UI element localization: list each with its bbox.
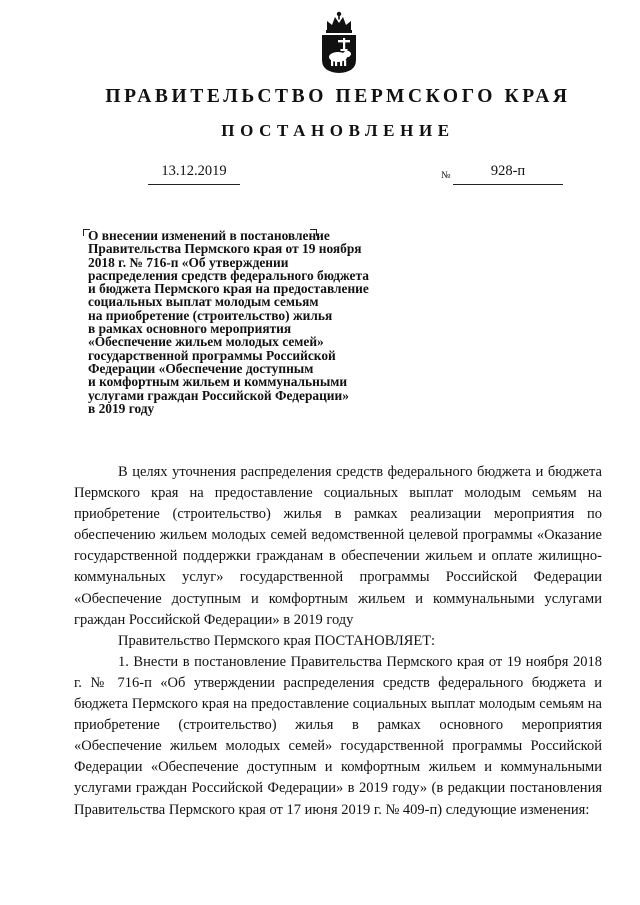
perm-krai-coat-of-arms-icon (319, 10, 359, 74)
subject-line: государственной программы Российской (88, 347, 336, 363)
resolution-paragraph: Правительство Пермского края ПОСТАНОВЛЯЕТ: (118, 632, 436, 649)
subject-line: распределения средств федерального бюджета (88, 267, 369, 283)
subject-line: в рамках основного мероприятия (88, 321, 292, 337)
document-subject (88, 229, 428, 415)
subject-line: и комфортным жильем и коммунальными (88, 374, 348, 390)
document-number: 928-п (453, 163, 563, 185)
preamble-paragraph: В целях уточнения распределения средств федерального бюджета и бюджета Пермского края на предоставление социальных выплат молодым семьям на приобретение (строительство) жилья в рамках реализации мероприятия по обеспечению жильем молодых семей ведомственной целевой программы «Оказание государственной поддержки гражданам в обеспечении жильем и оплате жилищно-коммунальных услуг» государственной программы Российской Федерации «Обеспечение доступным и комфортным жильем и коммунальными услугами граждан Российской Федерации» в 2019 году (74, 464, 602, 628)
subject-line: в 2019 году (88, 400, 155, 416)
crown-icon (326, 12, 352, 33)
subject-line: О внесении изменений в постановление (88, 228, 330, 243)
subject-line: социальных выплат молодым семьям (88, 294, 319, 310)
government-name: ПРАВИТЕЛЬСТВО ПЕРМСКОГО КРАЯ (105, 86, 571, 107)
subject-line: Федерации «Обеспечение доступным (88, 360, 314, 376)
subject-line: «Обеспечение жильем молодых семей» (88, 334, 324, 350)
subject-line: 2018 г. № 716-п «Об утверждении (88, 254, 289, 270)
document-type: ПОСТАНОВЛЕНИЕ (221, 121, 455, 140)
number-sign: № (441, 170, 451, 181)
subject-line: услугами граждан Российской Федерации» (88, 387, 349, 403)
document-body (74, 462, 602, 821)
subject-line: и бюджета Пермского края на предоставление (88, 281, 369, 297)
subject-line: на приобретение (строительство) жилья (88, 307, 333, 323)
document-date: 13.12.2019 (148, 163, 240, 185)
subject-line: Правительства Пермского края от 19 ноября (88, 241, 362, 257)
clause-1-paragraph: 1. Внести в постановление Правительства Пермского края от 19 ноября 2018 г. № 716-п «Об утверждении распределения средств федерального бюджета и бюджета Пермского края на предоставление социальных выплат молодым семьям на приобретение (строительство) жилья в рамках основного мероприятия «Обеспечение жильем молодых семей» государственной программы Российской Федерации «Обеспечение доступным и комфортным жильем и коммунальными услугами граждан Российской Федерации» в 2019 году» (в редакции постановления Правительства Пермского края от 17 июня 2019 г. № 409-п) следующие изменения: (74, 653, 602, 818)
